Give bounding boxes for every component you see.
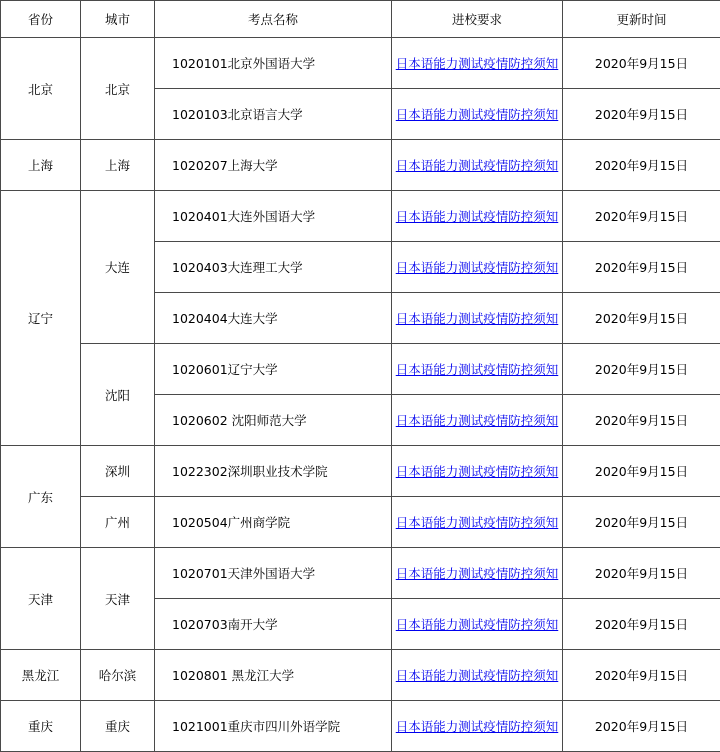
site-name-cell: 1022302深圳职业技术学院: [155, 446, 392, 497]
city-cell: 重庆: [81, 701, 155, 752]
requirements-link[interactable]: 日本语能力测试疫情防控须知: [395, 514, 559, 530]
update-time-cell: 2020年9月15日: [563, 191, 720, 242]
requirements-cell: [392, 446, 563, 497]
city-cell: 沈阳: [81, 344, 155, 446]
city-cell: 大连: [81, 191, 155, 344]
header-site-name: 考点名称: [155, 1, 392, 38]
requirements-cell: [392, 548, 563, 599]
province-cell: 辽宁: [1, 191, 81, 446]
site-name-cell: 1020207上海大学: [155, 140, 392, 191]
site-name-cell: 1020403大连理工大学: [155, 242, 392, 293]
requirements-link[interactable]: 日本语能力测试疫情防控须知: [395, 616, 559, 632]
site-name-cell: 1020101北京外国语大学: [155, 38, 392, 89]
requirements-cell: [392, 650, 563, 701]
table-row: [1, 650, 720, 701]
update-time-cell: 2020年9月15日: [563, 497, 720, 548]
update-time-cell: 2020年9月15日: [563, 293, 720, 344]
requirements-cell: [392, 599, 563, 650]
site-name-cell: 1020401大连外国语大学: [155, 191, 392, 242]
site-name-cell: 1020103北京语言大学: [155, 89, 392, 140]
requirements-link[interactable]: 日本语能力测试疫情防控须知: [395, 106, 559, 122]
requirements-cell: [392, 38, 563, 89]
table-row: [1, 446, 720, 497]
update-time-cell: 2020年9月15日: [563, 38, 720, 89]
table-row: [1, 701, 720, 752]
header-entry-requirements: 进校要求: [392, 1, 563, 38]
province-cell: 天津: [1, 548, 81, 650]
requirements-cell: [392, 191, 563, 242]
city-cell: 天津: [81, 548, 155, 650]
site-name-cell: 1020504广州商学院: [155, 497, 392, 548]
requirements-link[interactable]: 日本语能力测试疫情防控须知: [395, 361, 559, 377]
requirements-cell: [392, 344, 563, 395]
requirements-link[interactable]: 日本语能力测试疫情防控须知: [395, 208, 559, 224]
update-time-cell: 2020年9月15日: [563, 701, 720, 752]
header-city: 城市: [81, 1, 155, 38]
table-header-row: [1, 1, 720, 38]
province-cell: 重庆: [1, 701, 81, 752]
update-time-cell: 2020年9月15日: [563, 242, 720, 293]
update-time-cell: 2020年9月15日: [563, 548, 720, 599]
requirements-cell: [392, 293, 563, 344]
province-cell: 上海: [1, 140, 81, 191]
site-name-cell: 1020404大连大学: [155, 293, 392, 344]
requirements-link[interactable]: 日本语能力测试疫情防控须知: [395, 259, 559, 275]
site-name-cell: 1021001重庆市四川外语学院: [155, 701, 392, 752]
requirements-cell: [392, 701, 563, 752]
city-cell: 深圳: [81, 446, 155, 497]
province-cell: 北京: [1, 38, 81, 140]
requirements-link[interactable]: 日本语能力测试疫情防控须知: [395, 310, 559, 326]
site-name-cell: 1020703南开大学: [155, 599, 392, 650]
requirements-cell: [392, 242, 563, 293]
requirements-cell: [392, 89, 563, 140]
table-row: [1, 191, 720, 242]
site-name-cell: 1020701天津外国语大学: [155, 548, 392, 599]
update-time-cell: 2020年9月15日: [563, 650, 720, 701]
requirements-link[interactable]: 日本语能力测试疫情防控须知: [395, 463, 559, 479]
table-row: [1, 497, 720, 548]
requirements-link[interactable]: 日本语能力测试疫情防控须知: [395, 55, 559, 71]
update-time-cell: 2020年9月15日: [563, 344, 720, 395]
header-province: 省份: [1, 1, 81, 38]
requirements-link[interactable]: 日本语能力测试疫情防控须知: [395, 412, 559, 428]
province-cell: 黑龙江: [1, 650, 81, 701]
site-name-cell: 1020601辽宁大学: [155, 344, 392, 395]
requirements-link[interactable]: 日本语能力测试疫情防控须知: [395, 718, 559, 734]
requirements-cell: [392, 497, 563, 548]
city-cell: 北京: [81, 38, 155, 140]
table-row: [1, 548, 720, 599]
update-time-cell: 2020年9月15日: [563, 599, 720, 650]
requirements-link[interactable]: 日本语能力测试疫情防控须知: [395, 157, 559, 173]
province-cell: 广东: [1, 446, 81, 548]
requirements-link[interactable]: 日本语能力测试疫情防控须知: [395, 565, 559, 581]
city-cell: 广州: [81, 497, 155, 548]
site-name-cell: 1020602 沈阳师范大学: [155, 395, 392, 446]
update-time-cell: 2020年9月15日: [563, 446, 720, 497]
site-name-cell: 1020801 黑龙江大学: [155, 650, 392, 701]
update-time-cell: 2020年9月15日: [563, 395, 720, 446]
table-row: [1, 140, 720, 191]
city-cell: 哈尔滨: [81, 650, 155, 701]
requirements-cell: [392, 395, 563, 446]
update-time-cell: 2020年9月15日: [563, 140, 720, 191]
header-update-time: 更新时间: [563, 1, 720, 38]
update-time-cell: 2020年9月15日: [563, 89, 720, 140]
city-cell: 上海: [81, 140, 155, 191]
table-row: [1, 38, 720, 89]
requirements-link[interactable]: 日本语能力测试疫情防控须知: [395, 667, 559, 683]
table-row: [1, 344, 720, 395]
requirements-cell: [392, 140, 563, 191]
